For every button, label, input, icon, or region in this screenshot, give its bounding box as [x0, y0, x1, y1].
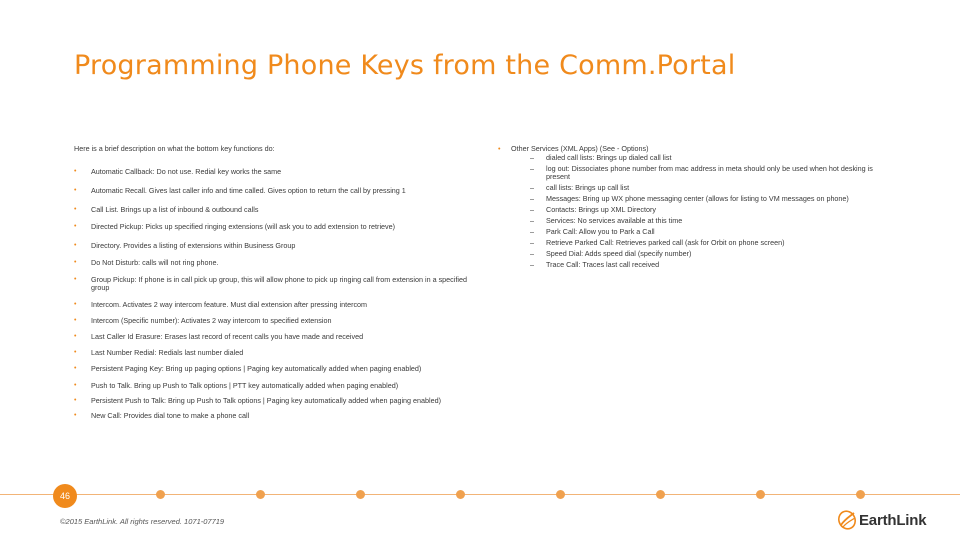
dash-icon: –	[530, 260, 534, 269]
other-service-text: Retrieve Parked Call: Retrieves parked call (ask for Orbit on phone screen)	[546, 238, 785, 247]
bullet-icon: •	[74, 206, 77, 213]
key-function-item	[74, 317, 474, 325]
key-function-text: Last Caller Id Erasure: Erases last record of recent calls you have made and received	[91, 332, 364, 341]
bullet-icon: •	[74, 412, 77, 419]
other-services-list	[498, 154, 898, 269]
key-function-text: Directed Pickup: Picks up specified ringing extensions (will ask you to add extension to retrieve)	[91, 222, 396, 231]
bullet-icon: •	[74, 349, 77, 356]
other-service-item	[498, 206, 898, 214]
bullet-icon: •	[74, 187, 77, 194]
dash-icon: –	[530, 227, 534, 236]
other-service-item	[498, 261, 898, 269]
key-function-text: Group Pickup: If phone is in call pick up group, this will allow phone to pick up ringing call from extension in a specified group	[91, 275, 467, 292]
dash-icon: –	[530, 249, 534, 258]
bullet-icon: •	[74, 276, 77, 283]
key-function-item	[74, 365, 474, 373]
key-function-item	[74, 412, 474, 420]
key-function-item	[74, 223, 474, 231]
bullet-icon: •	[74, 333, 77, 340]
other-service-text: Trace Call: Traces last call received	[546, 260, 660, 269]
key-function-text: Persistent Push to Talk: Bring up Push to Talk options | Paging key automatically added when paging enabled)	[91, 396, 442, 405]
other-service-text: Park Call: Allow you to Park a Call	[546, 227, 655, 236]
timeline-dot	[856, 490, 865, 499]
key-function-list	[74, 168, 474, 420]
other-service-item	[498, 250, 898, 258]
dash-icon: –	[530, 216, 534, 225]
slide-title: Programming Phone Keys from the Comm.Portal	[74, 50, 736, 81]
dash-icon: –	[530, 205, 534, 214]
dash-icon: –	[530, 183, 534, 192]
key-function-item	[74, 333, 474, 341]
other-service-text: dialed call lists: Brings up dialed call list	[546, 153, 672, 162]
dash-icon: –	[530, 238, 534, 247]
left-column	[74, 145, 474, 420]
key-function-text: New Call: Provides dial tone to make a phone call	[91, 411, 250, 420]
other-service-text: log out: Dissociates phone number from mac address in meta should only be used when hot desking is present	[546, 164, 873, 181]
other-service-text: Services: No services available at this time	[546, 216, 683, 225]
key-function-text: Push to Talk. Bring up Push to Talk options | PTT key automatically added when paging enabled)	[91, 381, 399, 390]
key-function-text: Automatic Callback: Do not use. Redial key works the same	[91, 167, 282, 176]
other-service-text: Speed Dial: Adds speed dial (specify number)	[546, 249, 692, 258]
bullet-icon: •	[74, 301, 77, 308]
intro-text: Here is a brief description on what the bottom key functions do:	[74, 144, 275, 153]
key-function-item	[74, 187, 474, 195]
key-function-text: Intercom (Specific number): Activates 2 way intercom to specified extension	[91, 316, 332, 325]
right-column	[498, 145, 898, 269]
bullet-icon: •	[74, 397, 77, 404]
bullet-icon: •	[74, 382, 77, 389]
timeline-dot	[756, 490, 765, 499]
key-function-item	[74, 259, 474, 267]
dash-icon: –	[530, 194, 534, 203]
key-function-text: Directory. Provides a listing of extensions within Business Group	[91, 241, 296, 250]
key-function-item	[74, 168, 474, 176]
other-service-item	[498, 165, 898, 181]
bullet-icon: •	[74, 168, 77, 175]
timeline-dot	[256, 490, 265, 499]
other-service-item	[498, 195, 898, 203]
bullet-icon: •	[74, 365, 77, 372]
bullet-icon: •	[74, 317, 77, 324]
page-number: 46	[53, 484, 77, 508]
key-function-text: Call List. Brings up a list of inbound & outbound calls	[91, 205, 259, 214]
other-services-label: Other Services (XML Apps) (See - Options)	[511, 144, 649, 153]
timeline-dot	[556, 490, 565, 499]
earthlink-swirl-icon	[837, 509, 857, 531]
other-service-item	[498, 184, 898, 192]
other-services-heading	[498, 145, 898, 153]
bullet-icon: •	[498, 144, 501, 153]
dash-icon: –	[530, 153, 534, 162]
timeline-dot	[356, 490, 365, 499]
key-function-item	[74, 276, 474, 292]
timeline-line	[0, 494, 960, 495]
key-function-item	[74, 382, 474, 390]
earthlink-logo	[837, 509, 941, 531]
key-function-text: Do Not Disturb: calls will not ring phone.	[91, 258, 219, 267]
other-service-item	[498, 217, 898, 225]
key-function-item	[74, 242, 474, 250]
other-service-text: Contacts: Brings up XML Directory	[546, 205, 656, 214]
key-function-item	[74, 206, 474, 214]
other-service-item	[498, 239, 898, 247]
timeline-dot	[456, 490, 465, 499]
other-service-text: Messages: Bring up WX phone messaging center (allows for listing to VM messages on phone)	[546, 194, 849, 203]
bullet-icon: •	[74, 223, 77, 230]
key-function-item	[74, 349, 474, 357]
key-function-text: Last Number Redial: Redials last number dialed	[91, 348, 244, 357]
other-service-item	[498, 228, 898, 236]
bullet-icon: •	[74, 242, 77, 249]
copyright-footer: ©2015 EarthLink. All rights reserved. 1071-07719	[60, 517, 225, 526]
logo-text: EarthLink	[859, 512, 927, 529]
key-function-text: Persistent Paging Key: Bring up paging options | Paging key automatically added when paging enabled)	[91, 364, 422, 373]
key-function-item	[74, 397, 474, 405]
dash-icon: –	[530, 164, 534, 173]
bullet-icon: •	[74, 259, 77, 266]
other-service-text: call lists: Brings up call list	[546, 183, 630, 192]
other-service-item	[498, 154, 898, 162]
key-function-text: Automatic Recall. Gives last caller info and time called. Gives option to return the call by pressing 1	[91, 186, 406, 195]
key-function-item	[74, 301, 474, 309]
timeline-dot	[656, 490, 665, 499]
key-function-text: Intercom. Activates 2 way intercom feature. Must dial extension after pressing intercom	[91, 300, 368, 309]
timeline-dot	[156, 490, 165, 499]
